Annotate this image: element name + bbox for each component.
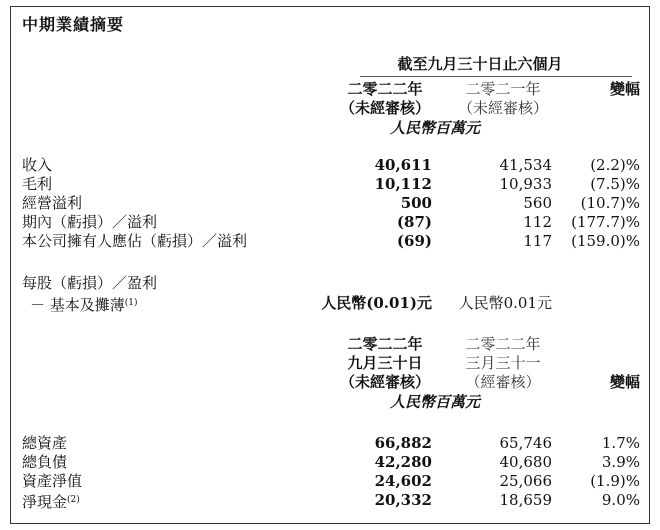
row-change: 9.0% bbox=[601, 491, 640, 509]
eps-sublabel bbox=[30, 294, 138, 315]
row-change: 3.9% bbox=[601, 453, 640, 471]
row-value-2022-mar: 25,066 bbox=[499, 472, 552, 490]
row-label: 資產淨值 bbox=[22, 472, 83, 490]
eps-sublabel-text: － 基本及攤薄 bbox=[30, 296, 125, 314]
row-change: (7.5)% bbox=[590, 175, 640, 193]
row-value-2022: 500 bbox=[400, 194, 432, 212]
row-label: 期內（虧損）／溢利 bbox=[22, 213, 158, 231]
h1-col3-change: 變幅 bbox=[609, 80, 640, 98]
row-value-2022: 40,611 bbox=[374, 156, 432, 174]
period-underline bbox=[360, 76, 632, 77]
row-label: 本公司擁有人應佔（虧損）／溢利 bbox=[22, 232, 248, 250]
row-label: 總負債 bbox=[22, 453, 68, 471]
row-value-2021: 10,933 bbox=[499, 175, 552, 193]
row-value-2022-sep: 66,882 bbox=[374, 434, 432, 452]
row-value-2022-sep: 20,332 bbox=[374, 491, 432, 509]
row-change: (10.7)% bbox=[580, 194, 640, 212]
h2-col1-audit: （未經審核） bbox=[339, 373, 430, 391]
h1-col1-audit: （未經審核） bbox=[339, 99, 430, 117]
row-value-2021: 41,534 bbox=[499, 156, 552, 174]
row-value-2021: 560 bbox=[523, 194, 552, 212]
row-value-2022-mar: 65,746 bbox=[499, 434, 552, 452]
h1-col1-year: 二零二二年 bbox=[347, 80, 423, 98]
row-value-2022-sep: 42,280 bbox=[374, 453, 432, 471]
row-value-2022-sep: 24,602 bbox=[374, 472, 432, 490]
row-change: 1.7% bbox=[601, 434, 640, 452]
row-label bbox=[22, 491, 80, 512]
h1-col2-audit: （未經審核） bbox=[457, 99, 548, 117]
h2-col2-line2: 三月三十一 bbox=[465, 354, 541, 372]
row-label: 收入 bbox=[22, 156, 53, 174]
eps-value-2022 bbox=[300, 294, 432, 313]
h2-col3-change: 變幅 bbox=[609, 373, 640, 391]
row-value-2021: 117 bbox=[523, 232, 552, 250]
row-value-2022: (87) bbox=[396, 213, 432, 231]
row-label: 毛利 bbox=[22, 175, 53, 193]
h1-col2-year: 二零二一年 bbox=[465, 80, 541, 98]
period-header: 截至九月三十日止六個月 bbox=[397, 55, 563, 73]
row-change: (1.9)% bbox=[590, 472, 640, 490]
row-change: (159.0)% bbox=[571, 232, 640, 250]
net-cash-footnote: (2) bbox=[67, 495, 80, 505]
h2-col2-line1: 二零二二年 bbox=[465, 335, 541, 353]
h2-col2-audit: （經審核） bbox=[465, 373, 541, 391]
eps-label: 每股（虧損）／盈利 bbox=[22, 274, 158, 292]
row-value-2022-mar: 40,680 bbox=[499, 453, 552, 471]
row-label: 經營溢利 bbox=[22, 194, 83, 212]
row-value-2022: 10,112 bbox=[374, 175, 432, 193]
eps-value-2021: 人民幣0.01元 bbox=[458, 294, 552, 312]
row-change: (2.2)% bbox=[590, 156, 640, 174]
row-change: (177.7)% bbox=[571, 213, 640, 231]
h2-col1-line2: 九月三十日 bbox=[347, 354, 423, 372]
row-value-2022: (69) bbox=[396, 232, 432, 250]
h1-unit: 人民幣百萬元 bbox=[389, 119, 480, 137]
row-value-2022-mar: 18,659 bbox=[499, 491, 552, 509]
h2-unit: 人民幣百萬元 bbox=[389, 393, 480, 411]
eps-footnote: (1) bbox=[124, 298, 138, 308]
page-title: 中期業績摘要 bbox=[22, 15, 125, 34]
row-label: 總資產 bbox=[22, 434, 68, 452]
row-label-text: 淨現金 bbox=[22, 493, 68, 511]
h2-col1-line1: 二零二二年 bbox=[347, 335, 423, 353]
row-value-2021: 112 bbox=[523, 213, 552, 231]
eps-value-2022-text: 人民幣(0.01)元 bbox=[321, 294, 432, 312]
